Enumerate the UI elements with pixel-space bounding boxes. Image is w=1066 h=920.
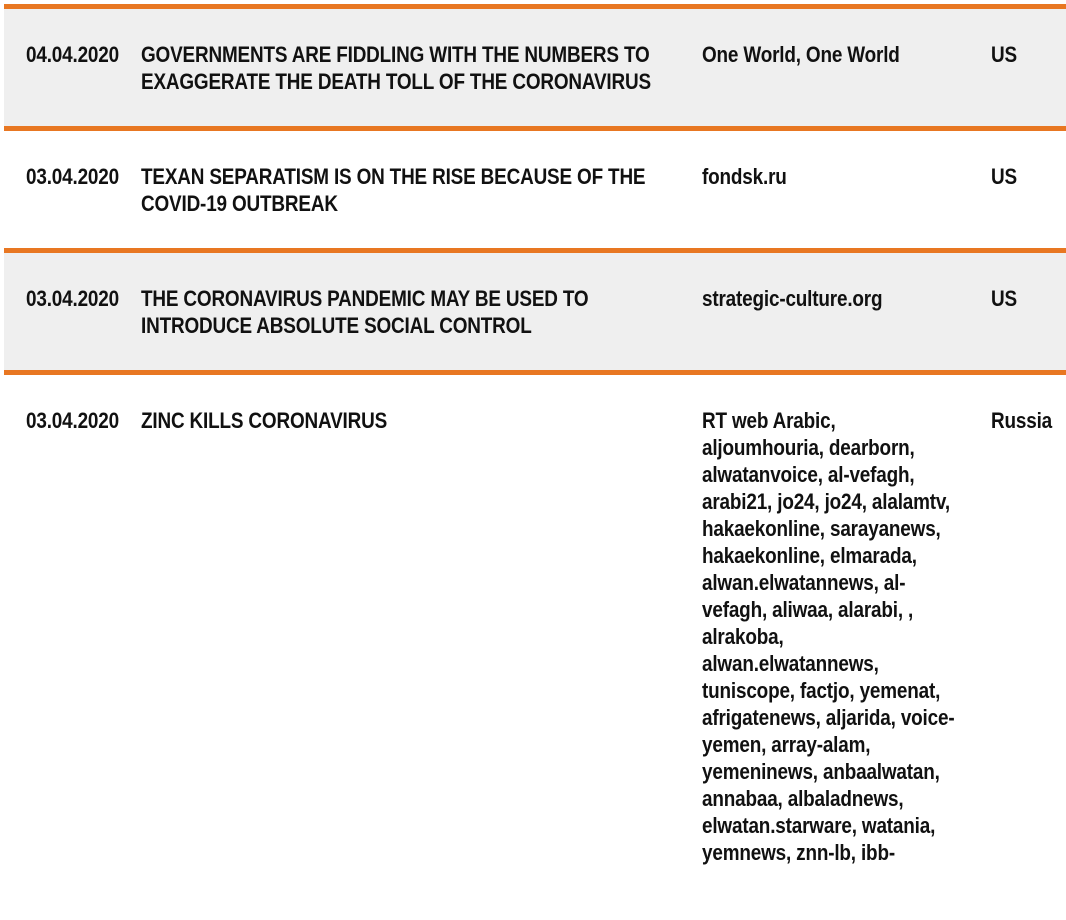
case-title-link[interactable]: GOVERNMENTS ARE FIDDLING WITH THE NUMBERS TO EXAGGERATE THE DEATH TOLL OF THE CORONAVIRUS (141, 42, 651, 94)
case-date: 03.04.2020 (26, 164, 119, 189)
disinfo-cases-table (4, 4, 1066, 920)
case-outlets: One World, One World (702, 42, 900, 67)
table-row[interactable] (4, 4, 1066, 126)
case-date: 04.04.2020 (26, 42, 119, 67)
case-date: 03.04.2020 (26, 286, 119, 311)
case-country: US (991, 42, 1017, 67)
table-row[interactable] (4, 126, 1066, 248)
case-country: Russia (991, 408, 1053, 433)
case-outlets: RT web Arabic, aljoumhouria, dearborn, alwatanvoice, al-vefagh, arabi21, jo24, jo24, alalamtv, hakaekonline, sarayanews, hakaekonline, elmarada, alwan.elwatannews, al-vefagh, aliwaa, alarabi, , alrakoba, alwan.elwatannews, tuniscope, factjo, yemenat, afrigatenews, aljarida, voice-yemen, array-alam, yemeninews, anbaalwatan, annabaa, albaladnews, elwatan.starware, watania, yemnews, znn-lb, ibb- (702, 408, 955, 865)
case-title-link[interactable]: ZINC KILLS CORONAVIRUS (141, 408, 388, 433)
case-date: 03.04.2020 (26, 408, 119, 433)
case-title-link[interactable]: THE CORONAVIRUS PANDEMIC MAY BE USED TO INTRODUCE ABSOLUTE SOCIAL CONTROL (141, 286, 589, 338)
case-outlets: strategic-culture.org (702, 286, 883, 311)
case-outlets: fondsk.ru (702, 164, 787, 189)
table-row[interactable] (4, 248, 1066, 370)
case-country: US (991, 286, 1017, 311)
table-row[interactable] (4, 370, 1066, 920)
case-country: US (991, 164, 1017, 189)
case-title-link[interactable]: TEXAN SEPARATISM IS ON THE RISE BECAUSE OF THE COVID-19 OUTBREAK (141, 164, 646, 216)
